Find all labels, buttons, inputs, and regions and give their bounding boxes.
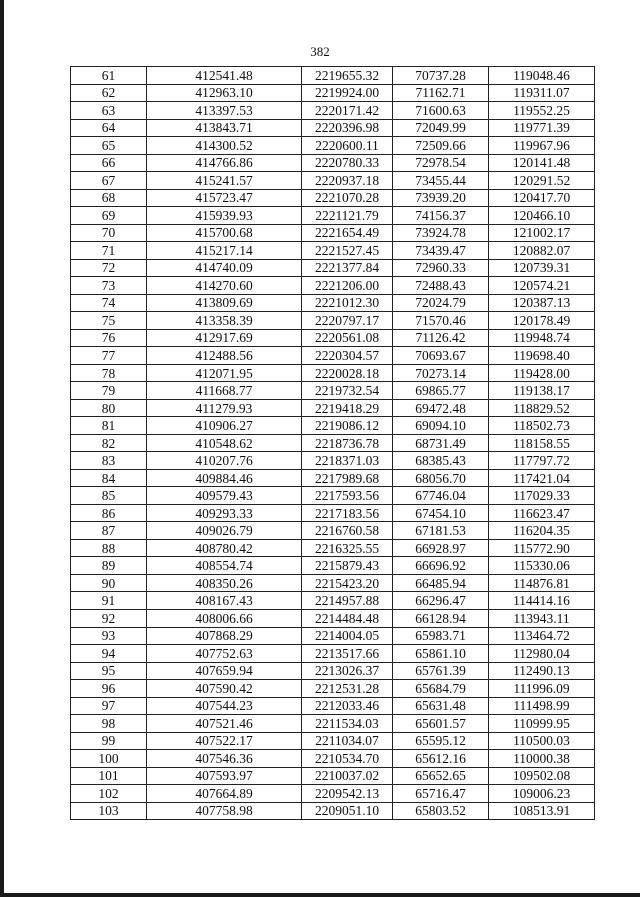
value-col-2-cell: 2219086.12 <box>302 417 393 435</box>
table-row <box>71 84 595 102</box>
value-col-1-cell: 410207.76 <box>147 452 302 470</box>
point-number-cell: 84 <box>71 469 147 487</box>
value-col-2-cell: 2220600.11 <box>302 137 393 155</box>
table-row <box>71 557 595 575</box>
value-col-3-cell: 72960.33 <box>393 259 489 277</box>
table-row <box>71 67 595 85</box>
value-col-1-cell: 407593.97 <box>147 767 302 785</box>
table-row <box>71 347 595 365</box>
table-row <box>71 207 595 225</box>
value-col-4-cell: 118502.73 <box>489 417 595 435</box>
value-col-1-cell: 408167.43 <box>147 592 302 610</box>
value-col-3-cell: 65761.39 <box>393 662 489 680</box>
value-col-1-cell: 408554.74 <box>147 557 302 575</box>
value-col-2-cell: 2217989.68 <box>302 469 393 487</box>
value-col-3-cell: 71570.46 <box>393 312 489 330</box>
value-col-4-cell: 119967.96 <box>489 137 595 155</box>
table-row <box>71 382 595 400</box>
value-col-4-cell: 113943.11 <box>489 609 595 627</box>
value-col-1-cell: 410906.27 <box>147 417 302 435</box>
point-number-cell: 89 <box>71 557 147 575</box>
value-col-2-cell: 2214957.88 <box>302 592 393 610</box>
value-col-3-cell: 65601.57 <box>393 715 489 733</box>
value-col-2-cell: 2219924.00 <box>302 84 393 102</box>
point-number-cell: 88 <box>71 539 147 557</box>
value-col-2-cell: 2215879.43 <box>302 557 393 575</box>
table-row <box>71 434 595 452</box>
value-col-3-cell: 66128.94 <box>393 609 489 627</box>
point-number-cell: 69 <box>71 207 147 225</box>
table-row <box>71 662 595 680</box>
value-col-4-cell: 120141.48 <box>489 154 595 172</box>
value-col-4-cell: 111996.09 <box>489 680 595 698</box>
value-col-4-cell: 117029.33 <box>489 487 595 505</box>
value-col-1-cell: 411668.77 <box>147 382 302 400</box>
value-col-3-cell: 65861.10 <box>393 645 489 663</box>
value-col-4-cell: 120291.52 <box>489 172 595 190</box>
value-col-1-cell: 407590.42 <box>147 680 302 698</box>
point-number-cell: 73 <box>71 277 147 295</box>
value-col-3-cell: 69094.10 <box>393 417 489 435</box>
value-col-1-cell: 414300.52 <box>147 137 302 155</box>
point-number-cell: 103 <box>71 802 147 820</box>
value-col-1-cell: 409026.79 <box>147 522 302 540</box>
value-col-1-cell: 414270.60 <box>147 277 302 295</box>
value-col-3-cell: 70737.28 <box>393 67 489 85</box>
point-number-cell: 90 <box>71 574 147 592</box>
table-row <box>71 172 595 190</box>
value-col-2-cell: 2221121.79 <box>302 207 393 225</box>
table-row <box>71 119 595 137</box>
value-col-3-cell: 68731.49 <box>393 434 489 452</box>
value-col-1-cell: 415217.14 <box>147 242 302 260</box>
table-row <box>71 242 595 260</box>
value-col-2-cell: 2218736.78 <box>302 434 393 452</box>
point-number-cell: 86 <box>71 504 147 522</box>
value-col-4-cell: 113464.72 <box>489 627 595 645</box>
table-row <box>71 732 595 750</box>
value-col-1-cell: 407659.94 <box>147 662 302 680</box>
point-number-cell: 81 <box>71 417 147 435</box>
table-row <box>71 627 595 645</box>
table-row <box>71 259 595 277</box>
value-col-2-cell: 2220937.18 <box>302 172 393 190</box>
value-col-3-cell: 65595.12 <box>393 732 489 750</box>
value-col-1-cell: 412963.10 <box>147 84 302 102</box>
table-row <box>71 189 595 207</box>
table-row <box>71 802 595 820</box>
value-col-4-cell: 110500.03 <box>489 732 595 750</box>
value-col-2-cell: 2219732.54 <box>302 382 393 400</box>
point-number-cell: 68 <box>71 189 147 207</box>
value-col-4-cell: 120417.70 <box>489 189 595 207</box>
value-col-3-cell: 71162.71 <box>393 84 489 102</box>
value-col-4-cell: 117797.72 <box>489 452 595 470</box>
value-col-2-cell: 2221377.84 <box>302 259 393 277</box>
table-row <box>71 697 595 715</box>
value-col-1-cell: 412488.56 <box>147 347 302 365</box>
value-col-2-cell: 2218371.03 <box>302 452 393 470</box>
value-col-2-cell: 2220780.33 <box>302 154 393 172</box>
value-col-3-cell: 74156.37 <box>393 207 489 225</box>
point-number-cell: 65 <box>71 137 147 155</box>
value-col-3-cell: 65684.79 <box>393 680 489 698</box>
value-col-2-cell: 2210037.02 <box>302 767 393 785</box>
table-row <box>71 504 595 522</box>
value-col-2-cell: 2213026.37 <box>302 662 393 680</box>
value-col-4-cell: 115330.06 <box>489 557 595 575</box>
value-col-4-cell: 116623.47 <box>489 504 595 522</box>
table-body <box>71 67 595 820</box>
value-col-1-cell: 407868.29 <box>147 627 302 645</box>
value-col-3-cell: 73939.20 <box>393 189 489 207</box>
value-col-1-cell: 407546.36 <box>147 750 302 768</box>
value-col-3-cell: 72488.43 <box>393 277 489 295</box>
point-number-cell: 94 <box>71 645 147 663</box>
coordinates-table <box>70 66 595 820</box>
value-col-4-cell: 120574.21 <box>489 277 595 295</box>
value-col-3-cell: 68385.43 <box>393 452 489 470</box>
value-col-2-cell: 2216760.58 <box>302 522 393 540</box>
value-col-4-cell: 121002.17 <box>489 224 595 242</box>
table-row <box>71 137 595 155</box>
table-row <box>71 154 595 172</box>
value-col-2-cell: 2219418.29 <box>302 399 393 417</box>
value-col-3-cell: 72049.99 <box>393 119 489 137</box>
value-col-3-cell: 67746.04 <box>393 487 489 505</box>
value-col-1-cell: 415939.93 <box>147 207 302 225</box>
point-number-cell: 80 <box>71 399 147 417</box>
value-col-3-cell: 66928.97 <box>393 539 489 557</box>
point-number-cell: 99 <box>71 732 147 750</box>
value-col-2-cell: 2212033.46 <box>302 697 393 715</box>
value-col-4-cell: 120387.13 <box>489 294 595 312</box>
point-number-cell: 64 <box>71 119 147 137</box>
table-row <box>71 574 595 592</box>
point-number-cell: 82 <box>71 434 147 452</box>
value-col-3-cell: 67181.53 <box>393 522 489 540</box>
value-col-4-cell: 117421.04 <box>489 469 595 487</box>
point-number-cell: 66 <box>71 154 147 172</box>
value-col-2-cell: 2210534.70 <box>302 750 393 768</box>
value-col-1-cell: 409293.33 <box>147 504 302 522</box>
table-row <box>71 452 595 470</box>
value-col-2-cell: 2211534.03 <box>302 715 393 733</box>
point-number-cell: 83 <box>71 452 147 470</box>
value-col-1-cell: 415241.57 <box>147 172 302 190</box>
value-col-1-cell: 415723.47 <box>147 189 302 207</box>
value-col-4-cell: 119771.39 <box>489 119 595 137</box>
point-number-cell: 61 <box>71 67 147 85</box>
value-col-3-cell: 65716.47 <box>393 785 489 803</box>
value-col-4-cell: 116204.35 <box>489 522 595 540</box>
table-row <box>71 312 595 330</box>
table-row <box>71 522 595 540</box>
table-row <box>71 277 595 295</box>
point-number-cell: 78 <box>71 364 147 382</box>
value-col-1-cell: 408350.26 <box>147 574 302 592</box>
value-col-4-cell: 115772.90 <box>489 539 595 557</box>
value-col-2-cell: 2209051.10 <box>302 802 393 820</box>
value-col-4-cell: 119698.40 <box>489 347 595 365</box>
value-col-4-cell: 120466.10 <box>489 207 595 225</box>
value-col-4-cell: 114414.16 <box>489 592 595 610</box>
value-col-3-cell: 71126.42 <box>393 329 489 347</box>
value-col-4-cell: 118829.52 <box>489 399 595 417</box>
value-col-4-cell: 110000.38 <box>489 750 595 768</box>
point-number-cell: 91 <box>71 592 147 610</box>
value-col-1-cell: 413843.71 <box>147 119 302 137</box>
value-col-2-cell: 2217183.56 <box>302 504 393 522</box>
value-col-3-cell: 72978.54 <box>393 154 489 172</box>
value-col-4-cell: 120882.07 <box>489 242 595 260</box>
value-col-4-cell: 119048.46 <box>489 67 595 85</box>
value-col-2-cell: 2214004.05 <box>302 627 393 645</box>
value-col-3-cell: 65803.52 <box>393 802 489 820</box>
value-col-2-cell: 2220304.57 <box>302 347 393 365</box>
value-col-2-cell: 2221654.49 <box>302 224 393 242</box>
point-number-cell: 101 <box>71 767 147 785</box>
value-col-2-cell: 2221206.00 <box>302 277 393 295</box>
point-number-cell: 100 <box>71 750 147 768</box>
point-number-cell: 93 <box>71 627 147 645</box>
value-col-4-cell: 108513.91 <box>489 802 595 820</box>
value-col-4-cell: 109502.08 <box>489 767 595 785</box>
value-col-1-cell: 412541.48 <box>147 67 302 85</box>
point-number-cell: 95 <box>71 662 147 680</box>
value-col-1-cell: 409579.43 <box>147 487 302 505</box>
point-number-cell: 102 <box>71 785 147 803</box>
value-col-2-cell: 2221527.45 <box>302 242 393 260</box>
value-col-4-cell: 120739.31 <box>489 259 595 277</box>
value-col-2-cell: 2217593.56 <box>302 487 393 505</box>
value-col-4-cell: 118158.55 <box>489 434 595 452</box>
table-row <box>71 645 595 663</box>
value-col-1-cell: 407544.23 <box>147 697 302 715</box>
value-col-3-cell: 65631.48 <box>393 697 489 715</box>
table-row <box>71 592 595 610</box>
point-number-cell: 70 <box>71 224 147 242</box>
value-col-3-cell: 69865.77 <box>393 382 489 400</box>
table-row <box>71 469 595 487</box>
value-col-1-cell: 414740.09 <box>147 259 302 277</box>
table-row <box>71 715 595 733</box>
table-row <box>71 224 595 242</box>
point-number-cell: 72 <box>71 259 147 277</box>
value-col-1-cell: 412071.95 <box>147 364 302 382</box>
value-col-3-cell: 72509.66 <box>393 137 489 155</box>
value-col-4-cell: 119311.07 <box>489 84 595 102</box>
value-col-4-cell: 112490.13 <box>489 662 595 680</box>
value-col-3-cell: 68056.70 <box>393 469 489 487</box>
table-row <box>71 294 595 312</box>
value-col-2-cell: 2220561.08 <box>302 329 393 347</box>
value-col-2-cell: 2220396.98 <box>302 119 393 137</box>
value-col-3-cell: 65612.16 <box>393 750 489 768</box>
value-col-3-cell: 65983.71 <box>393 627 489 645</box>
value-col-2-cell: 2220797.17 <box>302 312 393 330</box>
point-number-cell: 85 <box>71 487 147 505</box>
table-row <box>71 329 595 347</box>
point-number-cell: 75 <box>71 312 147 330</box>
scan-bottom-edge <box>0 893 640 897</box>
scan-left-edge <box>0 0 4 897</box>
value-col-3-cell: 67454.10 <box>393 504 489 522</box>
value-col-1-cell: 415700.68 <box>147 224 302 242</box>
value-col-2-cell: 2220028.18 <box>302 364 393 382</box>
value-col-4-cell: 114876.81 <box>489 574 595 592</box>
value-col-4-cell: 111498.99 <box>489 697 595 715</box>
value-col-3-cell: 72024.79 <box>393 294 489 312</box>
value-col-4-cell: 109006.23 <box>489 785 595 803</box>
table-row <box>71 750 595 768</box>
value-col-2-cell: 2212531.28 <box>302 680 393 698</box>
table-row <box>71 609 595 627</box>
point-number-cell: 62 <box>71 84 147 102</box>
table-row <box>71 102 595 120</box>
value-col-1-cell: 413809.69 <box>147 294 302 312</box>
value-col-1-cell: 412917.69 <box>147 329 302 347</box>
value-col-1-cell: 407522.17 <box>147 732 302 750</box>
value-col-2-cell: 2221012.30 <box>302 294 393 312</box>
table-row <box>71 364 595 382</box>
value-col-1-cell: 411279.93 <box>147 399 302 417</box>
table-row <box>71 767 595 785</box>
value-col-3-cell: 66485.94 <box>393 574 489 592</box>
value-col-1-cell: 413397.53 <box>147 102 302 120</box>
value-col-1-cell: 408006.66 <box>147 609 302 627</box>
value-col-1-cell: 407758.98 <box>147 802 302 820</box>
value-col-2-cell: 2215423.20 <box>302 574 393 592</box>
point-number-cell: 71 <box>71 242 147 260</box>
value-col-4-cell: 119138.17 <box>489 382 595 400</box>
point-number-cell: 98 <box>71 715 147 733</box>
point-number-cell: 97 <box>71 697 147 715</box>
value-col-4-cell: 112980.04 <box>489 645 595 663</box>
value-col-3-cell: 73455.44 <box>393 172 489 190</box>
value-col-2-cell: 2211034.07 <box>302 732 393 750</box>
value-col-1-cell: 409884.46 <box>147 469 302 487</box>
value-col-3-cell: 69472.48 <box>393 399 489 417</box>
value-col-2-cell: 2214484.48 <box>302 609 393 627</box>
value-col-1-cell: 414766.86 <box>147 154 302 172</box>
value-col-3-cell: 65652.65 <box>393 767 489 785</box>
value-col-2-cell: 2216325.55 <box>302 539 393 557</box>
value-col-3-cell: 71600.63 <box>393 102 489 120</box>
value-col-1-cell: 410548.62 <box>147 434 302 452</box>
table-row <box>71 417 595 435</box>
point-number-cell: 79 <box>71 382 147 400</box>
value-col-4-cell: 119428.00 <box>489 364 595 382</box>
point-number-cell: 87 <box>71 522 147 540</box>
point-number-cell: 76 <box>71 329 147 347</box>
point-number-cell: 63 <box>71 102 147 120</box>
value-col-4-cell: 120178.49 <box>489 312 595 330</box>
value-col-1-cell: 408780.42 <box>147 539 302 557</box>
value-col-2-cell: 2209542.13 <box>302 785 393 803</box>
page-number: 382 <box>310 44 330 59</box>
value-col-2-cell: 2221070.28 <box>302 189 393 207</box>
value-col-3-cell: 73439.47 <box>393 242 489 260</box>
value-col-2-cell: 2213517.66 <box>302 645 393 663</box>
value-col-1-cell: 407521.46 <box>147 715 302 733</box>
table-row <box>71 785 595 803</box>
point-number-cell: 92 <box>71 609 147 627</box>
value-col-1-cell: 407752.63 <box>147 645 302 663</box>
value-col-3-cell: 70693.67 <box>393 347 489 365</box>
value-col-4-cell: 119948.74 <box>489 329 595 347</box>
value-col-3-cell: 70273.14 <box>393 364 489 382</box>
table-row <box>71 680 595 698</box>
value-col-2-cell: 2220171.42 <box>302 102 393 120</box>
point-number-cell: 77 <box>71 347 147 365</box>
point-number-cell: 67 <box>71 172 147 190</box>
value-col-3-cell: 66696.92 <box>393 557 489 575</box>
value-col-4-cell: 119552.25 <box>489 102 595 120</box>
value-col-4-cell: 110999.95 <box>489 715 595 733</box>
table-row <box>71 399 595 417</box>
table-row <box>71 487 595 505</box>
value-col-1-cell: 413358.39 <box>147 312 302 330</box>
point-number-cell: 96 <box>71 680 147 698</box>
value-col-3-cell: 73924.78 <box>393 224 489 242</box>
value-col-2-cell: 2219655.32 <box>302 67 393 85</box>
point-number-cell: 74 <box>71 294 147 312</box>
value-col-3-cell: 66296.47 <box>393 592 489 610</box>
table-row <box>71 539 595 557</box>
value-col-1-cell: 407664.89 <box>147 785 302 803</box>
